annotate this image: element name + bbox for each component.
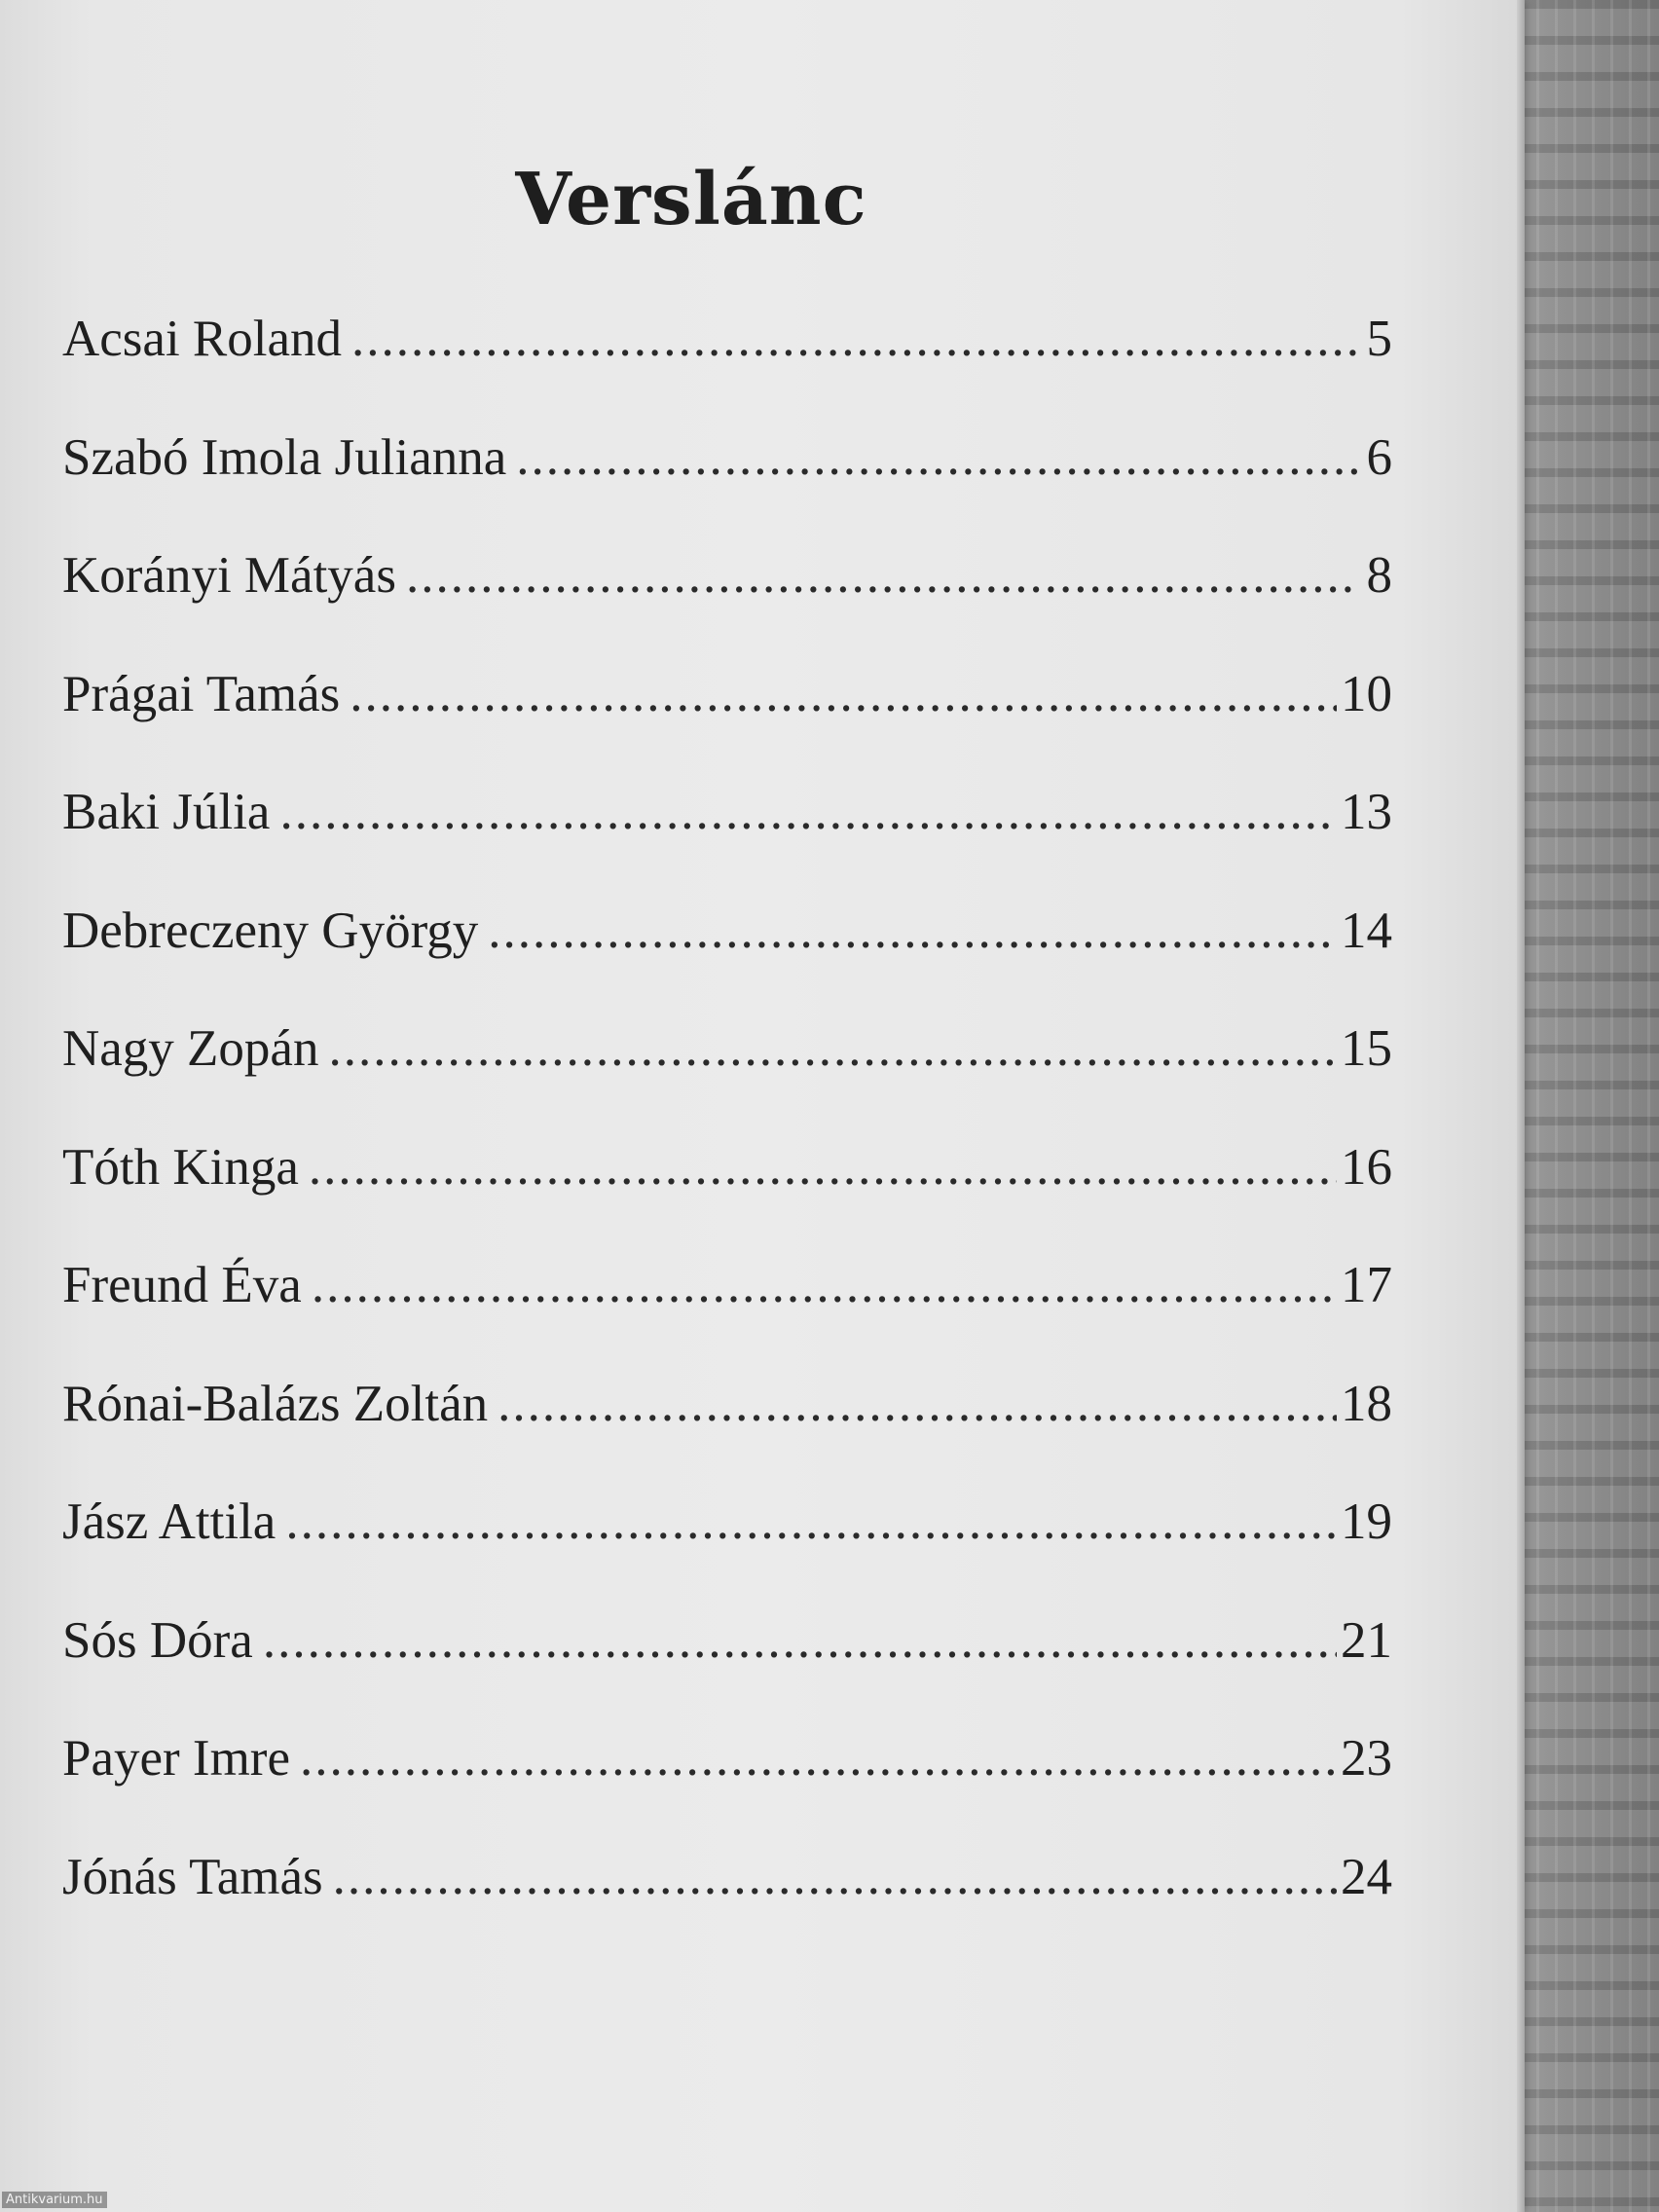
toc-entry-page: 15 [1341,1020,1392,1077]
toc-entry-page: 19 [1341,1493,1392,1550]
dot-leader [333,1848,1337,1906]
toc-entry-name: Korányi Mátyás [62,547,396,604]
toc-entry [62,1848,1392,1967]
dot-leader [350,665,1337,723]
toc-entry [62,1256,1392,1375]
dot-leader [406,546,1359,605]
toc-entry-page: 14 [1341,902,1392,959]
watermark: Antikvarium.hu [2,2192,107,2208]
toc-entry-page: 17 [1341,1257,1392,1313]
toc-entry [62,902,1392,1020]
toc-entry-page: 13 [1341,784,1392,840]
toc-entry [62,428,1392,547]
toc-entry-name: Tóth Kinga [62,1138,299,1196]
toc-entry-name: Prágai Tamás [62,665,341,722]
toc-entry [62,1493,1392,1611]
dot-leader [263,1611,1337,1670]
toc-entry-page: 24 [1341,1848,1392,1905]
toc-entry-name: Rónai-Balázs Zoltán [62,1375,489,1432]
dot-leader [488,902,1337,960]
dot-leader [351,310,1359,368]
dot-leader [300,1729,1337,1788]
toc-entry [62,1019,1392,1138]
dot-leader [328,1019,1337,1078]
toc-entry-name: Jónás Tamás [62,1848,323,1905]
table-of-contents [62,310,1392,1966]
toc-entry-page: 16 [1341,1138,1392,1196]
dot-leader [312,1256,1337,1314]
toc-entry-name: Payer Imre [62,1730,290,1787]
toc-entry-page: 18 [1341,1375,1392,1432]
toc-entry [62,1375,1392,1493]
dot-leader [516,428,1359,487]
toc-entry [62,1138,1392,1257]
toc-entry-name: Jász Attila [62,1493,276,1550]
toc-entry-page: 8 [1366,547,1392,604]
toc-entry-name: Acsai Roland [62,311,343,367]
toc-entry [62,783,1392,902]
toc-entry-name: Nagy Zopán [62,1020,319,1077]
toc-entry-name: Freund Éva [62,1257,302,1313]
dot-leader [279,783,1337,841]
page-title: Verslánc [515,157,867,241]
toc-entry [62,1611,1392,1730]
toc-entry-name: Szabó Imola Julianna [62,428,507,486]
page-edge [1517,0,1525,2212]
toc-entry [62,310,1392,428]
dot-leader [498,1375,1337,1433]
toc-entry-page: 23 [1341,1730,1392,1787]
toc-entry [62,1729,1392,1848]
toc-entry-page: 21 [1341,1611,1392,1669]
toc-entry-name: Baki Júlia [62,784,271,840]
toc-entry-name: Debreczeny György [62,902,479,959]
toc-entry [62,546,1392,665]
dot-leader [309,1138,1337,1197]
toc-entry-page: 6 [1366,428,1392,486]
dot-leader [285,1493,1337,1551]
toc-entry-name: Sós Dóra [62,1611,253,1669]
toc-entry-page: 10 [1341,665,1392,722]
toc-entry [62,665,1392,784]
toc-entry-page: 5 [1366,311,1392,367]
